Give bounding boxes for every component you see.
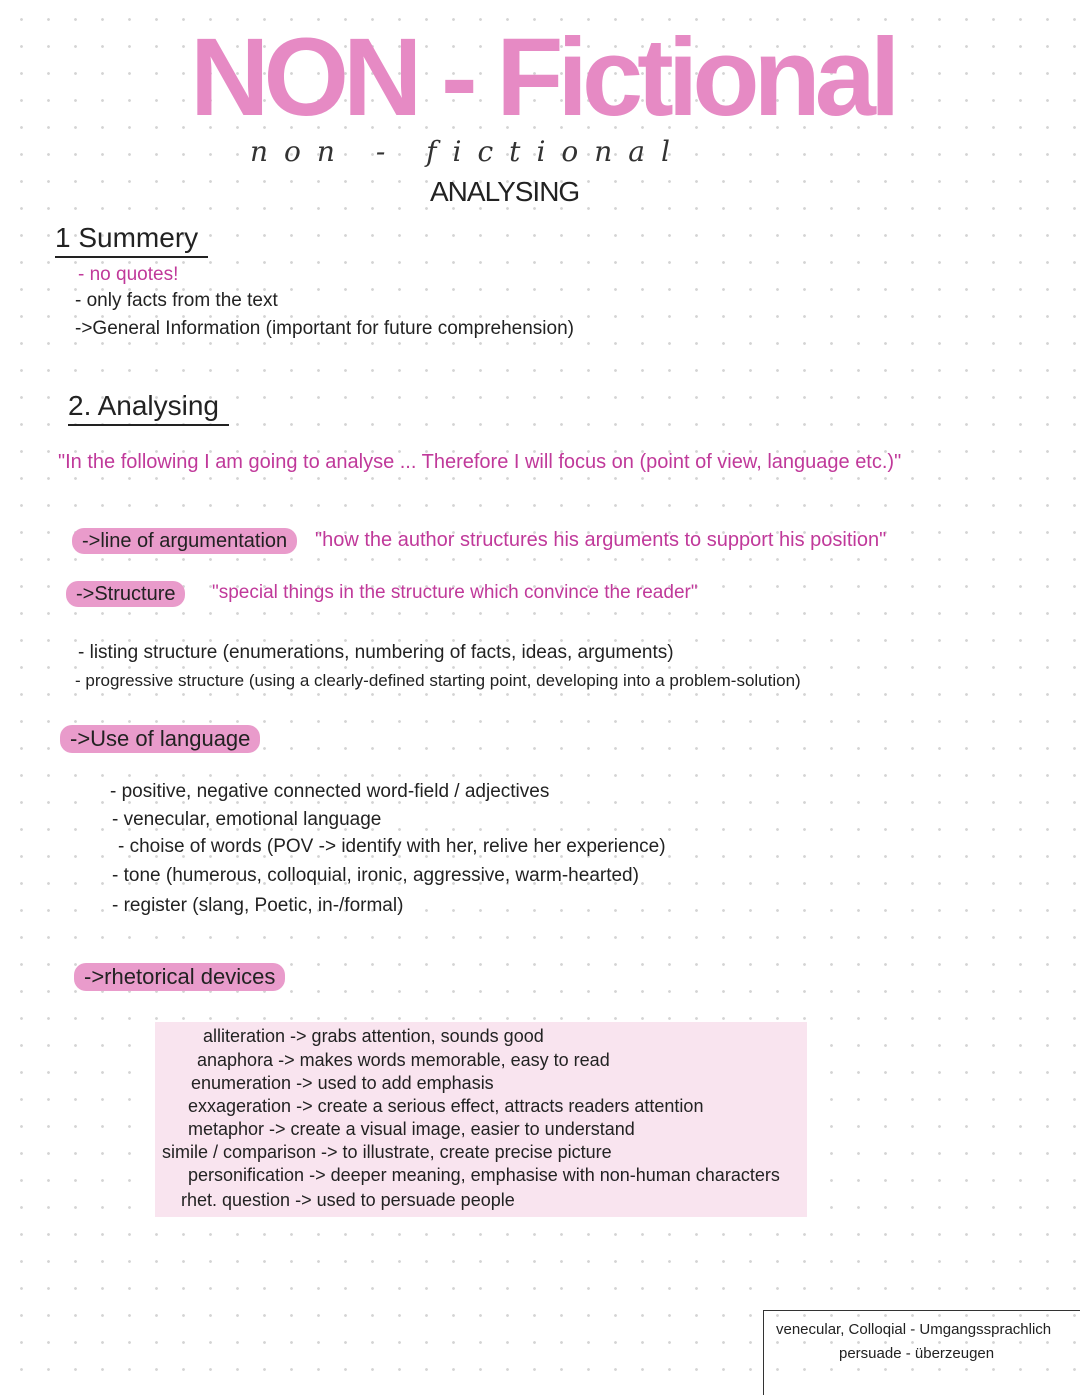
intro-quote: "In the following I am going to analyse ... Therefore I will focus on (point of view, language etc.)" — [58, 451, 902, 473]
title-block-letters: NON - Fictional — [190, 16, 895, 139]
device-item: rhet. question -> used to persuade people — [181, 1190, 515, 1210]
device-item: anaphora -> makes words memorable, easy to read — [197, 1050, 610, 1070]
summary-heading: 1 Summery — [55, 222, 208, 258]
line-of-argumentation-note: "how the author structures his arguments to support his position" — [315, 529, 887, 551]
analysing-heading: 2. Analysing — [68, 390, 229, 426]
summary-line: - no quotes! — [78, 264, 179, 285]
device-item: personification -> deeper meaning, emphasise with non-human characters — [188, 1165, 780, 1185]
use-of-language-label: ->Use of language — [60, 725, 260, 753]
vocab-line: venecular, Colloqial - Umgangssprachlich — [776, 1321, 1052, 1338]
summary-line: ->General Information (important for future comprehension) — [75, 318, 574, 339]
structure-item: - progressive structure (using a clearly-defined starting point, developing into a problem-solution) — [75, 671, 801, 690]
language-item: - choise of words (POV -> identify with her, relive her experience) — [118, 836, 666, 857]
language-item: - venecular, emotional language — [112, 809, 382, 830]
title-script: non - fictional — [250, 135, 686, 168]
device-item: metaphor -> create a visual image, easier to understand — [188, 1119, 635, 1139]
structure-note: "special things in the structure which convince the reader" — [212, 582, 698, 603]
rhetorical-devices-label: ->rhetorical devices — [74, 963, 285, 991]
language-item: - positive, negative connected word-field / adjectives — [110, 781, 550, 802]
summary-line: - only facts from the text — [75, 290, 278, 311]
device-item: exxageration -> create a serious effect, attracts readers attention — [188, 1096, 704, 1116]
language-item: - register (slang, Poetic, in-/formal) — [112, 895, 404, 916]
device-item: simile / comparison -> to illustrate, create precise picture — [162, 1142, 612, 1162]
line-of-argumentation-label: ->line of argumentation — [72, 528, 297, 554]
vocabulary-box — [763, 1310, 1080, 1395]
structure-label: ->Structure — [66, 581, 185, 607]
rhetorical-devices-box — [155, 1022, 807, 1217]
structure-item: - listing structure (enumerations, numbering of facts, ideas, arguments) — [78, 642, 674, 663]
vocab-line: persuade - überzeugen — [839, 1345, 995, 1362]
device-item: alliteration -> grabs attention, sounds good — [203, 1026, 544, 1046]
device-item: enumeration -> used to add emphasis — [191, 1073, 494, 1093]
subtitle: ANALYSING — [430, 176, 580, 207]
language-item: - tone (humerous, colloquial, ironic, aggressive, warm-hearted) — [112, 865, 639, 886]
